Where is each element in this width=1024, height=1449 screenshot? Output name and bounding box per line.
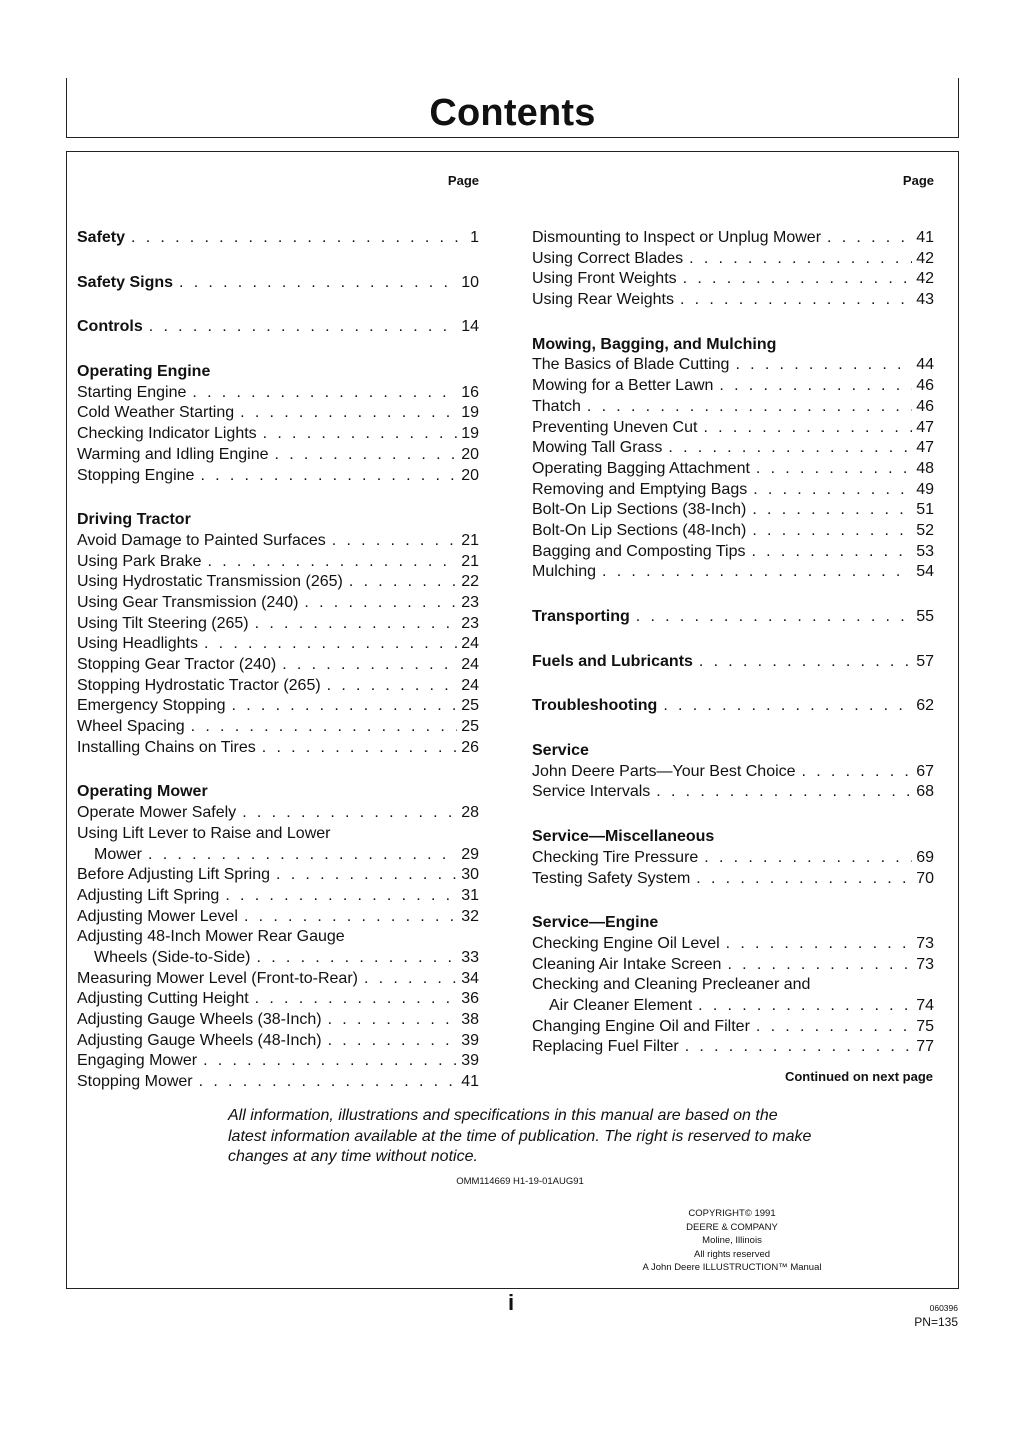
toc-entry-label: Mulching: [532, 563, 597, 581]
toc-entry-page: 23: [461, 614, 479, 632]
toc-entry-label: Troubleshooting: [532, 697, 658, 715]
toc-entry-page: 43: [916, 291, 934, 309]
dot-leader: [255, 614, 458, 635]
toc-entry-label: Mowing for a Better Lawn: [532, 377, 714, 395]
dot-leader: [255, 989, 458, 1010]
toc-right-list: [532, 228, 934, 1058]
toc-entry-label: Transporting: [532, 608, 630, 625]
toc-entry-page: 42: [916, 249, 934, 267]
dot-leader: [304, 593, 457, 614]
toc-entry[interactable]: [532, 955, 934, 976]
dot-leader: [349, 572, 457, 593]
toc-entry-page: 38: [461, 1011, 479, 1028]
toc-entry-page: 75: [916, 1017, 934, 1035]
toc-entry-label: Wheels (Side-to-Side): [94, 948, 251, 966]
page-column-header: Page: [902, 173, 934, 188]
dot-leader: [685, 1037, 912, 1058]
toc-entry-label: Adjusting Gauge Wheels (38-Inch): [77, 1011, 322, 1028]
toc-spacer: [532, 889, 934, 913]
toc-entry-page: 42: [916, 270, 934, 288]
dot-leader: [753, 480, 912, 501]
dot-leader: [668, 438, 912, 459]
toc-entry-label: Bagging and Composting Tips: [532, 542, 746, 560]
toc-entry[interactable]: [532, 1037, 934, 1058]
toc-entry-page: 41: [461, 1073, 479, 1091]
dot-leader: [131, 228, 466, 249]
toc-entry-label: Stopping Engine: [77, 466, 195, 484]
toc-entry-page: 21: [461, 531, 479, 549]
toc-entry-label: Adjusting Gauge Wheels (48-Inch): [77, 1031, 322, 1049]
toc-entry[interactable]: [77, 948, 479, 969]
toc-entry-page: 44: [916, 356, 934, 374]
dot-leader: [680, 290, 912, 311]
toc-entry[interactable]: [532, 438, 934, 459]
toc-entry-label: Dismounting to Inspect or Unplug Mower: [532, 229, 822, 246]
toc-entry-label: John Deere Parts—Your Best Choice: [532, 762, 796, 780]
toc-entry[interactable]: [532, 290, 934, 311]
toc-entry-label: Replacing Fuel Filter: [532, 1038, 679, 1056]
toc-entry[interactable]: [532, 1017, 934, 1038]
toc-entry[interactable]: [77, 445, 479, 466]
dot-leader: [698, 996, 912, 1017]
page-number: i: [507, 1290, 515, 1315]
toc-entry-page: 25: [461, 697, 479, 715]
toc-entry-page: 68: [916, 783, 934, 801]
continued-note: Continued on next page: [784, 1069, 933, 1084]
toc-section-heading: Service: [532, 742, 589, 760]
toc-entry-page: 29: [461, 845, 479, 863]
dot-leader: [257, 948, 458, 969]
toc-entry-label: Adjusting Lift Spring: [77, 886, 220, 904]
dot-leader: [735, 355, 912, 376]
toc-entry-page: 48: [916, 459, 934, 477]
dot-leader: [726, 934, 913, 955]
toc-entry-line: Using Lift Lever to Raise and Lower: [77, 824, 331, 842]
toc-entry-label: Starting Engine: [77, 383, 187, 401]
toc-entry-label: Testing Safety System: [532, 869, 691, 887]
toc-entry-label: Controls: [77, 318, 143, 336]
toc-entry-label: Operating Bagging Attachment: [532, 459, 750, 477]
toc-entry[interactable]: [77, 655, 479, 676]
toc-entry-label: Using Front Weights: [532, 270, 677, 288]
dot-leader: [364, 969, 457, 990]
dot-leader: [203, 1051, 457, 1072]
dot-leader: [275, 445, 458, 466]
toc-entry[interactable]: [77, 403, 479, 424]
toc-entry-label: Emergency Stopping: [77, 697, 226, 715]
copyright-block: [612, 1207, 852, 1275]
toc-entry-page: 21: [461, 552, 479, 570]
toc-entry-page: 51: [916, 501, 934, 519]
toc-entry[interactable]: [532, 782, 934, 803]
toc-entry[interactable]: [77, 614, 479, 635]
toc-entry-page: 52: [916, 521, 934, 539]
toc-entry-page: 73: [916, 955, 934, 973]
toc-entry-label: Stopping Mower: [77, 1073, 193, 1091]
toc-entry[interactable]: [77, 228, 479, 249]
toc-entry[interactable]: [77, 696, 479, 717]
dot-leader: [756, 1017, 912, 1038]
toc-spacer: [532, 803, 934, 827]
dot-leader: [827, 228, 912, 249]
toc-section-heading: Mowing, Bagging, and Mulching: [532, 335, 777, 353]
toc-entry-page: 24: [461, 656, 479, 673]
dot-leader: [225, 886, 457, 907]
toc-entry-page: 57: [916, 652, 934, 670]
toc-entry-label: Avoid Damage to Painted Surfaces: [77, 531, 326, 549]
dot-leader: [699, 652, 912, 673]
toc-spacer: [77, 338, 479, 362]
toc-entry-label: Changing Engine Oil and Filter: [532, 1017, 750, 1035]
toc-spacer: [532, 311, 934, 335]
toc-entry-label: Using Rear Weights: [532, 291, 674, 309]
toc-entry-page: 39: [461, 1031, 479, 1049]
part-number: PN=135: [914, 1315, 958, 1329]
toc-entry[interactable]: [77, 572, 479, 593]
toc-entry-label: Air Cleaner Element: [549, 996, 693, 1014]
toc-section-heading: Operating Engine: [77, 363, 211, 381]
toc-entry-label: Mowing Tall Grass: [532, 439, 663, 457]
dot-leader: [656, 782, 912, 803]
toc-entry[interactable]: [532, 376, 934, 397]
toc-entry-label: Warming and Idling Engine: [77, 445, 269, 463]
dot-leader: [587, 397, 912, 418]
toc-entry[interactable]: [532, 480, 934, 501]
toc-right-column: [532, 173, 934, 1058]
toc-entry-label: The Basics of Blade Cutting: [532, 356, 730, 374]
toc-entry[interactable]: [532, 848, 934, 869]
toc-entry-label: Safety Signs: [77, 273, 174, 291]
toc-entry[interactable]: [532, 355, 934, 376]
toc-entry-label: Checking Engine Oil Level: [532, 934, 720, 952]
toc-entry-label: Stopping Gear Tractor (240): [77, 656, 277, 673]
dot-leader: [244, 907, 457, 928]
toc-spacer: [77, 758, 479, 782]
company-line: DEERE & COMPANY: [686, 1221, 778, 1233]
dot-leader: [240, 403, 457, 424]
toc-entry[interactable]: [77, 1072, 479, 1093]
toc-entry-page: 20: [461, 466, 479, 484]
dot-leader: [179, 273, 457, 294]
toc-entry-page: 46: [916, 377, 934, 395]
toc-entry-page: 74: [916, 996, 934, 1014]
toc-entry[interactable]: [77, 989, 479, 1010]
rights-line: All rights reserved: [693, 1248, 771, 1260]
dot-leader: [328, 1010, 458, 1031]
toc-spacer: [77, 293, 479, 317]
dot-leader: [704, 848, 912, 869]
toc-entry-label: Before Adjusting Lift Spring: [77, 866, 271, 884]
toc-entry[interactable]: [77, 424, 479, 445]
doc-code: 060396: [929, 1303, 958, 1313]
toc-spacer: [77, 249, 479, 273]
toc-entry-label: Thatch: [532, 397, 581, 415]
toc-entry-page: 20: [461, 445, 479, 463]
toc-entry-page: 69: [916, 848, 934, 866]
toc-entry[interactable]: [77, 969, 479, 990]
toc-entry-label: Safety: [77, 229, 126, 246]
toc-entry-label: Using Hydrostatic Transmission (265): [77, 573, 343, 591]
dot-leader: [262, 738, 457, 759]
toc-entry[interactable]: [532, 562, 934, 583]
dot-leader: [751, 542, 912, 563]
page-title: Contents: [429, 92, 596, 134]
toc-section-heading: Service—Miscellaneous: [532, 828, 715, 846]
toc-entry-label: Checking Tire Pressure: [532, 848, 699, 866]
dot-leader: [752, 521, 912, 542]
dot-leader: [636, 607, 912, 628]
toc-entry[interactable]: [532, 996, 934, 1017]
dot-leader: [191, 717, 458, 738]
toc-entry[interactable]: [77, 593, 479, 614]
toc-entry-page: 34: [461, 969, 479, 987]
manual-line: A John Deere ILLUSTRUCTION™ Manual: [642, 1262, 822, 1274]
toc-entry[interactable]: [77, 317, 479, 338]
toc-entry-page: 62: [916, 697, 934, 715]
toc-entry-page: 47: [916, 418, 934, 436]
toc-entry-label: Fuels and Lubricants: [532, 652, 693, 670]
toc-entry-label: Bolt-On Lip Sections (48-Inch): [532, 521, 747, 539]
toc-entry-page: 30: [461, 866, 479, 884]
publication-number: OMM114669 H1-19-01AUG91: [456, 1176, 584, 1187]
toc-entry[interactable]: [532, 869, 934, 890]
toc-entry-label: Using Correct Blades: [532, 249, 684, 267]
toc-entry-label: Cold Weather Starting: [77, 404, 235, 422]
toc-entry-page: 77: [916, 1038, 934, 1056]
toc-entry-label: Wheel Spacing: [77, 718, 185, 736]
toc-entry[interactable]: [77, 531, 479, 552]
toc-left-column: [77, 173, 479, 1093]
toc-entry[interactable]: [532, 397, 934, 418]
toc-entry-page: 16: [461, 383, 479, 401]
toc-entry[interactable]: [532, 500, 934, 521]
dot-leader: [663, 696, 912, 717]
toc-spacer: [532, 717, 934, 741]
toc-entry[interactable]: [77, 717, 479, 738]
dot-leader: [200, 466, 457, 487]
dot-leader: [689, 249, 912, 270]
toc-entry[interactable]: [77, 738, 479, 759]
toc-entry[interactable]: [532, 249, 934, 270]
toc-entry[interactable]: [532, 459, 934, 480]
dot-leader: [802, 762, 913, 783]
toc-spacer: [532, 583, 934, 607]
toc-entry-page: 47: [916, 439, 934, 457]
toc-section-heading: Driving Tractor: [77, 511, 191, 529]
toc-entry[interactable]: [532, 934, 934, 955]
toc-entry-page: 28: [461, 804, 479, 822]
toc-entry-label: Mower: [94, 845, 143, 863]
toc-entry[interactable]: [532, 418, 934, 439]
dot-leader: [703, 418, 912, 439]
toc-entry-label: Checking Indicator Lights: [77, 425, 257, 443]
toc-entry[interactable]: [77, 845, 479, 866]
dot-leader: [327, 676, 458, 697]
toc-entry[interactable]: [77, 634, 479, 655]
dot-leader: [242, 803, 457, 824]
toc-entry-page: 33: [461, 948, 479, 966]
toc-entry-page: 24: [461, 676, 479, 694]
toc-entry-page: 31: [461, 886, 479, 904]
dot-leader: [727, 955, 912, 976]
toc-entry[interactable]: [532, 542, 934, 563]
dot-leader: [192, 383, 457, 404]
toc-entry-page: 19: [461, 404, 479, 422]
dot-leader: [199, 1072, 458, 1093]
disclaimer-text: All information, illustrations and specifications in this manual are based on the latest information available at the time of publication. The right is reserved to make changes at any time without notice.: [228, 1107, 812, 1165]
toc-entry-label: Adjusting Cutting Height: [77, 990, 249, 1008]
toc-entry-page: 55: [916, 608, 934, 625]
toc-entry-label: Service Intervals: [532, 783, 651, 801]
toc-entry[interactable]: [532, 521, 934, 542]
dot-leader: [232, 696, 458, 717]
toc-left-list: [77, 228, 479, 1093]
dot-leader: [148, 845, 457, 866]
toc-entry-page: 24: [461, 635, 479, 653]
toc-entry-page: 26: [461, 738, 479, 756]
toc-entry-page: 49: [916, 480, 934, 498]
toc-entry[interactable]: [77, 1031, 479, 1052]
toc-entry[interactable]: [77, 865, 479, 886]
toc-entry[interactable]: [532, 696, 934, 717]
dot-leader: [696, 869, 912, 890]
dot-leader: [756, 459, 912, 480]
dot-leader: [282, 655, 457, 676]
toc-entry-label: Using Headlights: [77, 635, 198, 653]
toc-entry-page: 53: [916, 542, 934, 560]
toc-entry-label: Stopping Hydrostatic Tractor (265): [77, 676, 321, 694]
dot-leader: [208, 552, 458, 573]
toc-entry-page: 67: [916, 762, 934, 780]
toc-entry-page: 22: [461, 573, 479, 591]
toc-entry-label: Adjusting Mower Level: [77, 907, 238, 925]
toc-entry-label: Using Park Brake: [77, 552, 202, 570]
toc-spacer: [532, 628, 934, 652]
dot-leader: [683, 269, 913, 290]
toc-entry[interactable]: [77, 676, 479, 697]
toc-entry[interactable]: [532, 269, 934, 290]
toc-entry-page: 73: [916, 934, 934, 952]
toc-entry-label: Measuring Mower Level (Front-to-Rear): [77, 969, 358, 987]
toc-entry[interactable]: [77, 552, 479, 573]
dot-leader: [752, 500, 912, 521]
toc-entry-page: 39: [461, 1052, 479, 1070]
toc-entry[interactable]: [77, 803, 479, 824]
toc-entry[interactable]: [77, 1010, 479, 1031]
toc-entry-page: 19: [461, 425, 479, 443]
toc-entry-page: 36: [461, 990, 479, 1008]
page-column-header: Page: [447, 173, 479, 188]
toc-entry-page: 32: [461, 907, 479, 925]
dot-leader: [276, 865, 457, 886]
toc-entry[interactable]: [77, 907, 479, 928]
toc-entry-label: Installing Chains on Tires: [77, 738, 256, 756]
location-line: Moline, Illinois: [702, 1235, 762, 1247]
toc-entry-page: 46: [916, 397, 934, 415]
toc-entry-label: Using Tilt Steering (265): [77, 614, 249, 632]
toc-entry[interactable]: [532, 652, 934, 673]
toc-entry-label: Preventing Uneven Cut: [532, 418, 698, 436]
dot-leader: [149, 317, 457, 338]
toc-entry-page: 1: [470, 229, 479, 246]
toc-entry[interactable]: [77, 886, 479, 907]
dot-leader: [328, 1031, 458, 1052]
toc-entry-label: Using Gear Transmission (240): [77, 593, 299, 611]
toc-entry-label: Removing and Emptying Bags: [532, 480, 748, 498]
toc-section-heading: Operating Mower: [77, 783, 208, 801]
toc-entry[interactable]: [532, 762, 934, 783]
dot-leader: [602, 562, 912, 583]
toc-entry-line: Adjusting 48-Inch Mower Rear Gauge: [77, 928, 345, 946]
copyright-line: COPYRIGHT© 1991: [688, 1208, 776, 1219]
toc-entry[interactable]: [77, 273, 479, 294]
toc-entry-label: Cleaning Air Intake Screen: [532, 955, 722, 973]
toc-spacer: [77, 486, 479, 510]
title-frame: [66, 78, 959, 138]
toc-section-heading: Service—Engine: [532, 914, 659, 932]
dot-leader: [204, 634, 457, 655]
dot-leader: [719, 376, 912, 397]
toc-entry-label: Operate Mower Safely: [77, 804, 237, 822]
toc-entry[interactable]: [77, 1051, 479, 1072]
dot-leader: [263, 424, 458, 445]
toc-entry[interactable]: [77, 383, 479, 404]
toc-entry-label: Engaging Mower: [77, 1052, 198, 1070]
toc-entry[interactable]: [532, 607, 934, 628]
toc-entry-page: 10: [461, 273, 479, 291]
toc-entry[interactable]: [77, 466, 479, 487]
dot-leader: [332, 531, 457, 552]
toc-entry-page: 14: [461, 318, 479, 336]
toc-entry-page: 23: [461, 593, 479, 611]
toc-spacer: [532, 672, 934, 696]
toc-entry-line: Checking and Cleaning Precleaner and: [532, 976, 811, 994]
toc-entry-page: 25: [461, 718, 479, 736]
toc-entry[interactable]: [532, 228, 934, 249]
toc-entry-page: 41: [916, 229, 934, 246]
toc-entry-label: Bolt-On Lip Sections (38-Inch): [532, 501, 747, 519]
toc-entry-page: 70: [916, 869, 934, 887]
toc-entry-page: 54: [916, 563, 934, 581]
